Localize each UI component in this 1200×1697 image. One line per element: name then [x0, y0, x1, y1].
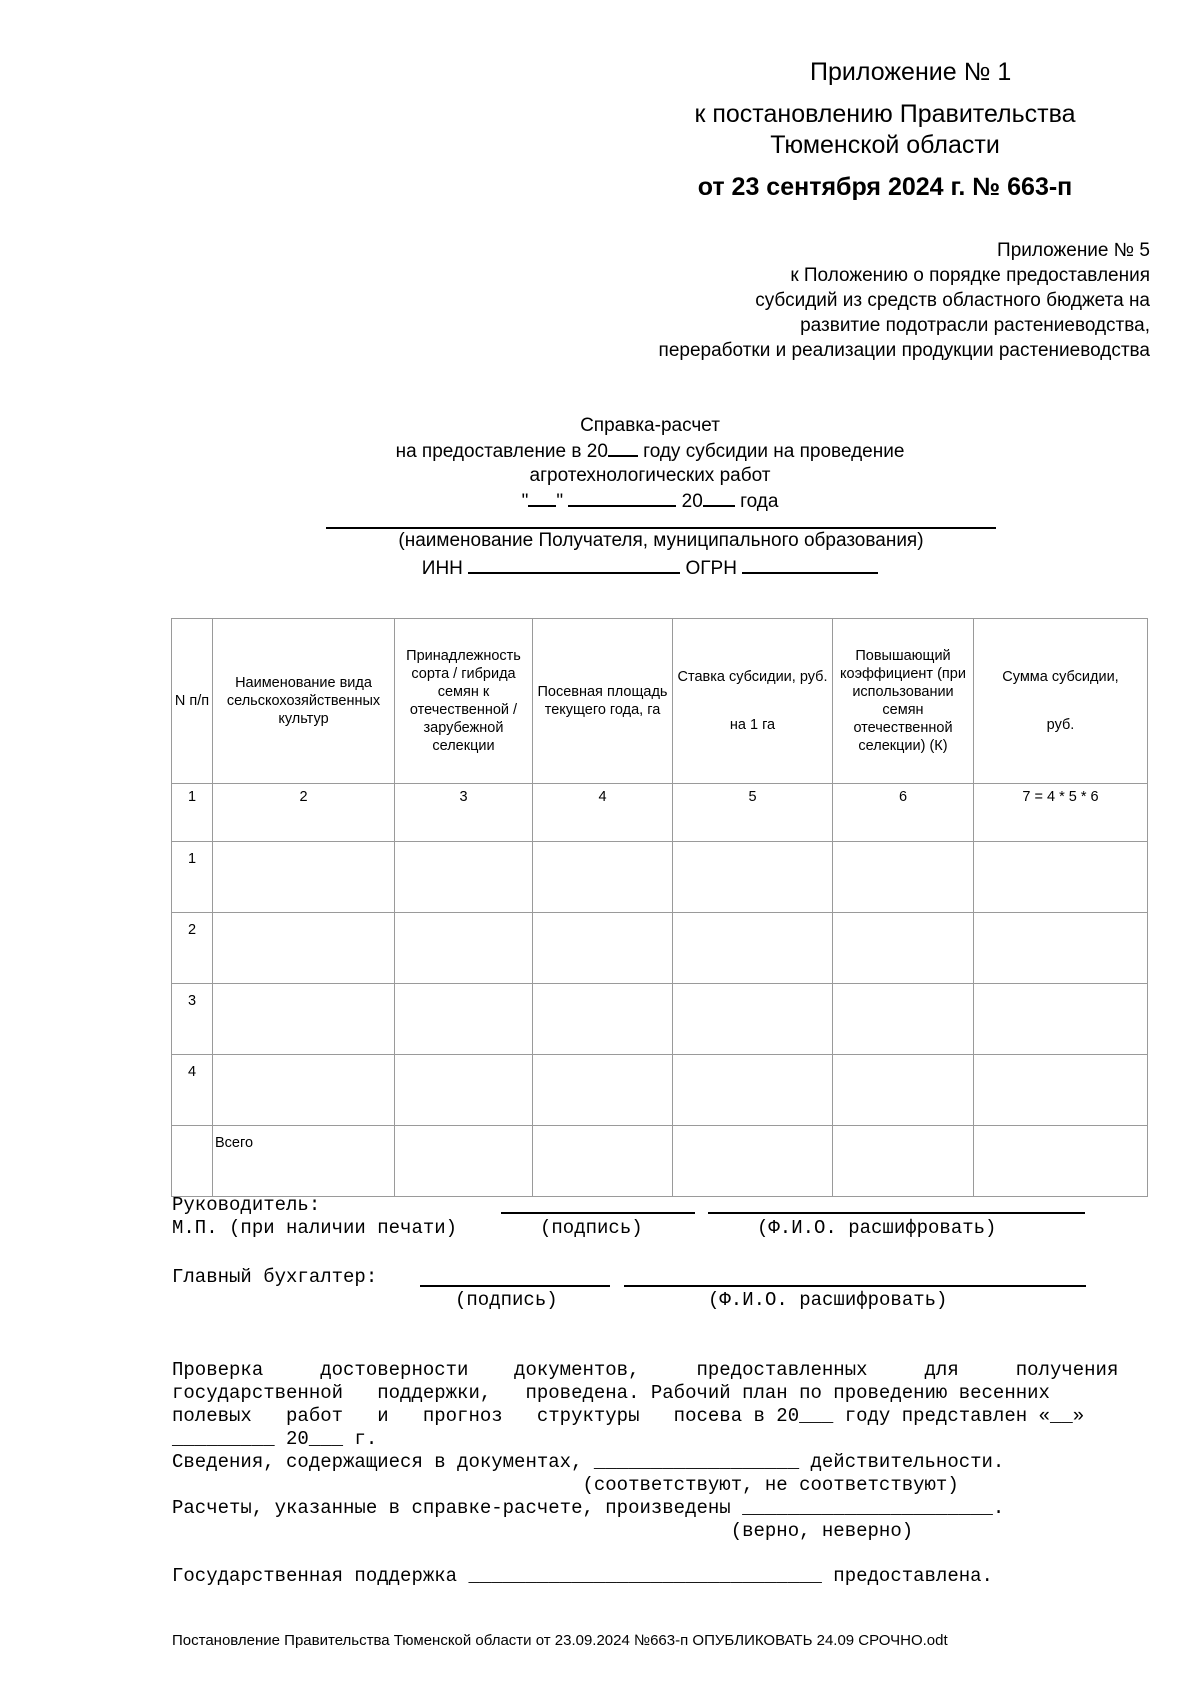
table-cell[interactable] [974, 984, 1148, 1055]
row-number: 4 [172, 1055, 213, 1126]
head-signature-caption: (подпись) [540, 1217, 643, 1239]
resolution-line2: Тюменской области [770, 131, 1000, 159]
chief-accountant-label: Главный бухгалтер: [172, 1266, 378, 1288]
table-cell[interactable] [673, 913, 833, 984]
inn-ogrn-line [300, 555, 1000, 580]
year-blank [608, 438, 638, 457]
stamp-label: М.П. (при наличии печати) [172, 1217, 458, 1239]
table-row [172, 913, 1148, 984]
column-number: 4 [533, 784, 673, 842]
table-cell[interactable] [833, 1055, 974, 1126]
column-number: 7 = 4 * 5 * 6 [974, 784, 1148, 842]
ogrn-label: ОГРН [680, 558, 743, 579]
ogrn-blank [742, 555, 878, 574]
table-row [172, 842, 1148, 913]
row-number [172, 1126, 213, 1197]
title-line4: " " 20 года [300, 488, 1000, 514]
table-cell[interactable] [974, 842, 1148, 913]
sub-appendix [550, 238, 1150, 363]
accountant-signature-caption: (подпись) [455, 1289, 558, 1311]
table-cell[interactable] [395, 1055, 533, 1126]
sub-appendix-line5: переработки и реализации продукции растениеводства [658, 340, 1150, 361]
row-number: 3 [172, 984, 213, 1055]
header-cell: Принадлежность сорта / гибрида семян к отечественной / зарубежной селекции [395, 619, 533, 784]
row-number: 1 [172, 842, 213, 913]
head-fio-caption: (Ф.И.О. расшифровать) [757, 1217, 997, 1239]
accountant-fio-caption: (Ф.И.О. расшифровать) [708, 1289, 948, 1311]
total-label: Всего [213, 1126, 395, 1197]
inn-label: ИНН [421, 558, 469, 579]
recipient-name-line [326, 527, 996, 529]
accountant-fio-line [624, 1285, 1086, 1287]
table-cell[interactable] [533, 984, 673, 1055]
crop-name-cell[interactable] [213, 1055, 395, 1126]
accountant-signature-line [420, 1285, 610, 1287]
sub-appendix-line1: Приложение № 5 [997, 240, 1150, 261]
header-cell: Повышающий коэффициент (при использовании семян отечественной селекции) (К) [833, 619, 974, 784]
header-cell: Наименование вида сельскохозяйственных культур [213, 619, 395, 784]
support-line: Государственная поддержка _______________________________ предоставлена. [172, 1565, 993, 1587]
title-line3: агротехнологических работ [529, 465, 771, 486]
table-cell[interactable] [833, 842, 974, 913]
column-number: 2 [213, 784, 395, 842]
table-cell[interactable] [673, 984, 833, 1055]
head-label: Руководитель: [172, 1194, 321, 1216]
table-header-row [172, 619, 1148, 784]
table-cell[interactable] [974, 1126, 1148, 1197]
table-cell[interactable] [533, 913, 673, 984]
resolution-date: от 23 сентября 2024 г. № 663-п [697, 173, 1073, 201]
header-cell: Посевная площадь текущего года, га [533, 619, 673, 784]
column-number: 3 [395, 784, 533, 842]
verification-text: Проверка достоверности документов, предоставленных для получения государственной поддержки, проведена. Рабочий план по проведению весенних полевых работ и прогноз структуры посева в 20___ году представлен «__» _________ 20___ г. Сведения, содержащиеся в документах, __________________ действительности. (соответствуют, не соответствуют) Расчеты, указанные в справке-расчете, произведены ______________________. (верно, неверно) [172, 1359, 1119, 1542]
sub-appendix-line3: субсидий из средств областного бюджета на [755, 290, 1150, 311]
row-number: 2 [172, 913, 213, 984]
table-cell[interactable] [673, 1055, 833, 1126]
day-blank [528, 488, 556, 507]
table-row [172, 984, 1148, 1055]
header-cell: Сумма субсидии, руб. [974, 619, 1148, 784]
document-title: Справка-расчет [580, 415, 720, 436]
header-cell: N п/п [172, 619, 213, 784]
document-footer: Постановление Правительства Тюменской области от 23.09.2024 №663-п ОПУБЛИКОВАТЬ 24.09 СРОЧНО.odt [172, 1632, 948, 1649]
title-line2: на предоставление в 20 году субсидии на проведение [300, 438, 1000, 464]
document-title-block [300, 414, 1000, 514]
table-cell[interactable] [833, 913, 974, 984]
table-row [172, 1055, 1148, 1126]
column-number: 6 [833, 784, 974, 842]
crop-name-cell[interactable] [213, 984, 395, 1055]
recipient-name-caption: (наименование Получателя, муниципального образования) [398, 530, 924, 551]
head-signature-line [501, 1212, 695, 1214]
sub-appendix-line4: развитие подотрасли растениеводства, [800, 315, 1150, 336]
table-number-row [172, 784, 1148, 842]
year-blank-2 [703, 488, 735, 507]
head-fio-line [708, 1212, 1085, 1214]
table-cell[interactable] [533, 1126, 673, 1197]
table-cell[interactable] [833, 1126, 974, 1197]
column-number: 5 [673, 784, 833, 842]
appendix-title: Приложение № 1 [810, 58, 1012, 86]
sub-appendix-line2: к Положению о порядке предоставления [790, 265, 1150, 286]
table-total-row [172, 1126, 1148, 1197]
table-cell[interactable] [533, 1055, 673, 1126]
inn-blank [468, 555, 680, 574]
table-cell[interactable] [395, 984, 533, 1055]
resolution-line1: к постановлению Правительства [694, 100, 1076, 128]
table-cell[interactable] [673, 1126, 833, 1197]
month-blank [568, 488, 676, 507]
crop-name-cell[interactable] [213, 913, 395, 984]
crop-name-cell[interactable] [213, 842, 395, 913]
table-cell[interactable] [395, 1126, 533, 1197]
table-cell[interactable] [974, 1055, 1148, 1126]
header-cell: Ставка субсидии, руб. на 1 га [673, 619, 833, 784]
table-cell[interactable] [395, 913, 533, 984]
table-cell[interactable] [974, 913, 1148, 984]
table-cell[interactable] [673, 842, 833, 913]
column-number: 1 [172, 784, 213, 842]
table-cell[interactable] [533, 842, 673, 913]
table-cell[interactable] [833, 984, 974, 1055]
table-cell[interactable] [395, 842, 533, 913]
subsidy-table [171, 618, 1148, 1197]
